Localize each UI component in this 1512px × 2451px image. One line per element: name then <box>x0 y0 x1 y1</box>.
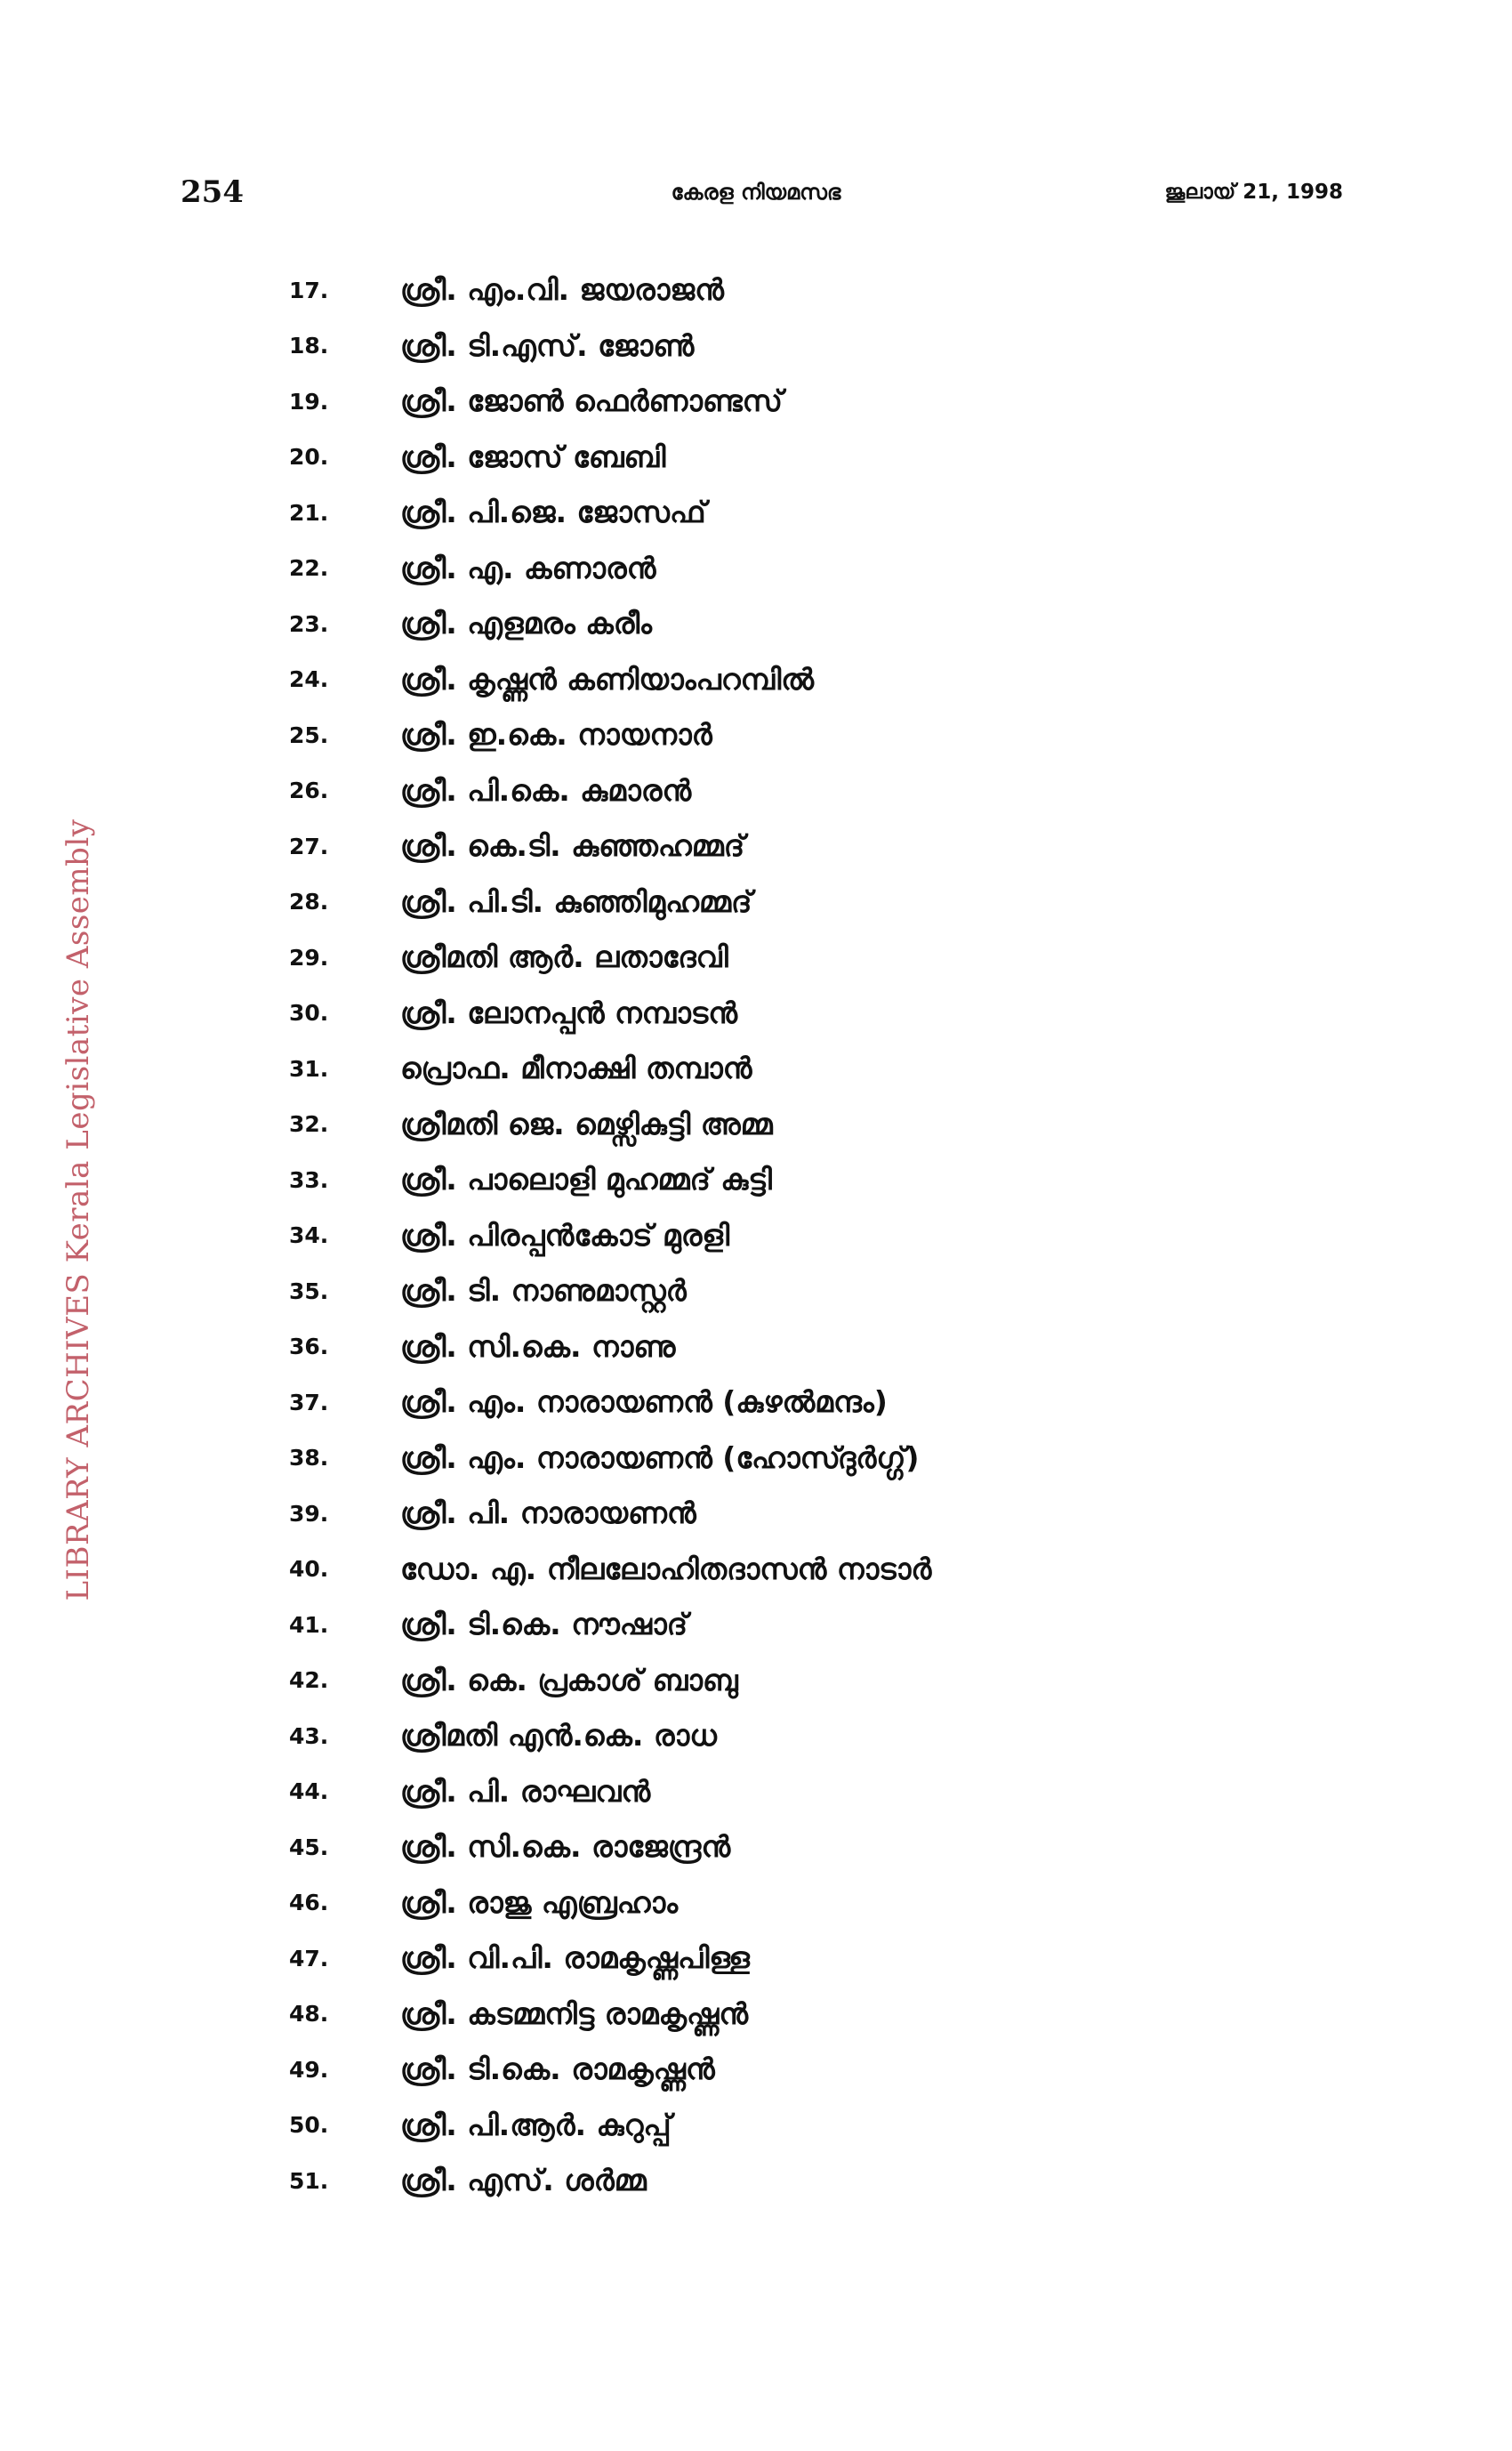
member-name: ശ്രീ. കെ. പ്രകാശ് ബാബു <box>400 1662 738 1697</box>
list-item <box>289 1708 931 1764</box>
member-number: 31. <box>289 1055 329 1082</box>
member-name: ശ്രീ. ലോനപ്പൻ നമ്പാടൻ <box>400 995 738 1030</box>
member-name: ശ്രീ. ടി. നാണുമാസ്റ്റർ <box>400 1273 687 1309</box>
member-number: 45. <box>289 1834 329 1860</box>
list-item <box>289 1431 931 1487</box>
member-name: ശ്രീ. പി. രാഘവൻ <box>400 1773 651 1809</box>
member-name: ശ്രീമതി എൻ.കെ. രാധ <box>400 1718 717 1754</box>
list-item <box>289 374 931 430</box>
list-item <box>289 1931 931 1987</box>
list-item <box>289 1875 931 1931</box>
member-name: ശ്രീ. പി.ആർ. കുറുപ്പ് <box>400 2107 672 2142</box>
member-name: ശ്രീ. പാലൊളി മുഹമ്മദ് കുട്ടി <box>400 1162 772 1197</box>
member-name: ശ്രീ. കെ.ടി. കുഞ്ഞഹമ്മദ് <box>400 828 745 864</box>
member-number: 46. <box>289 1890 329 1916</box>
page-number: 254 <box>181 174 244 210</box>
list-item <box>289 430 931 486</box>
list-item <box>289 1152 931 1208</box>
running-date: ജൂലായ് 21, 1998 <box>1164 181 1343 204</box>
member-name: ശ്രീ. കടമ്മനിട്ട രാമകൃഷ്ണൻ <box>400 1995 749 2031</box>
member-name: ശ്രീ. പി.ജെ. ജോസഫ് <box>400 495 706 530</box>
member-name: ശ്രീ. പി.ടി. കുഞ്ഞിമുഹമ്മദ് <box>400 883 752 919</box>
member-number: 44. <box>289 1778 329 1805</box>
member-name: ശ്രീ. സി.കെ. രാജേന്ദ്രൻ <box>400 1829 731 1865</box>
list-item <box>289 262 931 318</box>
member-list <box>289 262 931 2209</box>
member-name: ശ്രീ. സി.കെ. നാണു <box>400 1328 676 1364</box>
member-name: ശ്രീ. ജോൺ ഫെർണാണ്ടസ് <box>400 383 783 419</box>
member-number: 37. <box>289 1389 329 1415</box>
member-number: 34. <box>289 1222 329 1249</box>
list-item <box>289 2098 931 2154</box>
list-item <box>289 707 931 763</box>
member-name: ശ്രീ. ടി.കെ. നൗഷാദ് <box>400 1607 688 1642</box>
member-number: 41. <box>289 1611 329 1638</box>
member-number: 35. <box>289 1278 329 1304</box>
member-number: 23. <box>289 610 329 637</box>
member-number: 39. <box>289 1500 329 1527</box>
member-number: 17. <box>289 277 329 303</box>
member-number: 49. <box>289 2056 329 2083</box>
member-number: 32. <box>289 1111 329 1138</box>
member-name: ശ്രീമതി ആർ. ലതാദേവി <box>400 939 728 975</box>
member-number: 26. <box>289 778 329 804</box>
list-item <box>289 541 931 597</box>
member-name: ശ്രീ. എം. നാരായണൻ (കുഴൽമന്ദം) <box>400 1384 888 1420</box>
member-number: 29. <box>289 944 329 971</box>
member-name: ശ്രീ. രാജു എബ്രഹാം <box>400 1884 679 1920</box>
list-item <box>289 318 931 375</box>
member-name: ശ്രീ. എ. കണാരൻ <box>400 550 656 585</box>
list-item <box>289 2042 931 2098</box>
list-item <box>289 1542 931 1598</box>
member-name: ശ്രീ. എളമരം കരീം <box>400 606 653 641</box>
list-item <box>289 1097 931 1153</box>
member-number: 33. <box>289 1166 329 1193</box>
list-item <box>289 1263 931 1319</box>
member-number: 42. <box>289 1667 329 1694</box>
list-item <box>289 485 931 541</box>
member-name: ശ്രീ. പിരപ്പൻകോട് മുരളി <box>400 1217 730 1253</box>
member-name: ശ്രീ. എസ്. ശർമ്മ <box>400 2163 647 2198</box>
archive-watermark: LIBRARY ARCHIVES Kerala Legislative Assembly <box>60 818 96 1601</box>
member-number: 36. <box>289 1334 329 1360</box>
member-name: ശ്രീ. ടി.എസ്. ജോൺ <box>400 327 695 363</box>
list-item <box>289 2153 931 2209</box>
member-name: ശ്രീ. എം. നാരായണൻ (ഹോസ്ദുർഗ്ഗ്) <box>400 1439 920 1475</box>
member-number: 27. <box>289 833 329 859</box>
list-item <box>289 1486 931 1542</box>
list-item <box>289 986 931 1042</box>
list-item <box>289 596 931 652</box>
member-number: 20. <box>289 444 329 471</box>
list-item <box>289 1208 931 1264</box>
member-name: ശ്രീ. വി.പി. രാമകൃഷ്ണപിള്ള <box>400 1940 750 1976</box>
list-item <box>289 930 931 986</box>
member-number: 51. <box>289 2167 329 2194</box>
list-item <box>289 1597 931 1653</box>
list-item <box>289 1987 931 2043</box>
member-name: പ്രൊഫ. മീനാക്ഷി തമ്പാൻ <box>400 1051 752 1086</box>
list-item <box>289 1819 931 1875</box>
member-number: 50. <box>289 2112 329 2139</box>
list-item <box>289 1319 931 1375</box>
member-number: 40. <box>289 1556 329 1583</box>
member-number: 18. <box>289 333 329 359</box>
list-item <box>289 1375 931 1431</box>
list-item <box>289 818 931 875</box>
running-title: കേരള നിയമസഭ <box>671 180 841 205</box>
member-number: 48. <box>289 2001 329 2028</box>
member-number: 43. <box>289 1722 329 1749</box>
list-item <box>289 1764 931 1820</box>
member-number: 22. <box>289 555 329 582</box>
list-item <box>289 652 931 708</box>
member-number: 24. <box>289 666 329 693</box>
list-item <box>289 763 931 819</box>
member-number: 38. <box>289 1445 329 1471</box>
member-name: ശ്രീ. ടി.കെ. രാമകൃഷ്ണൻ <box>400 2052 715 2087</box>
member-number: 25. <box>289 722 329 748</box>
member-number: 21. <box>289 499 329 526</box>
list-item <box>289 1653 931 1709</box>
member-name: ശ്രീ. പി.കെ. കുമാരൻ <box>400 772 692 808</box>
member-name: ശ്രീ. എം.വി. ജയരാജൻ <box>400 272 724 308</box>
list-item <box>289 875 931 931</box>
list-item <box>289 1041 931 1097</box>
member-name: ശ്രീ. ഇ.കെ. നായനാർ <box>400 717 712 753</box>
member-name: ഡോ. എ. നീലലോഹിതദാസൻ നാടാർ <box>400 1551 932 1586</box>
member-name: ശ്രീ. ജോസ് ബേബി <box>400 439 666 474</box>
member-name: ശ്രീ. പി. നാരായണൻ <box>400 1496 696 1531</box>
member-name: ശ്രീ. കൃഷ്ണൻ കണിയാംപറമ്പിൽ <box>400 661 815 697</box>
member-number: 19. <box>289 388 329 415</box>
member-number: 28. <box>289 889 329 915</box>
member-number: 47. <box>289 1945 329 1971</box>
member-number: 30. <box>289 1000 329 1027</box>
member-name: ശ്രീമതി ജെ. മെഴ്സികുട്ടി അമ്മ <box>400 1106 773 1141</box>
